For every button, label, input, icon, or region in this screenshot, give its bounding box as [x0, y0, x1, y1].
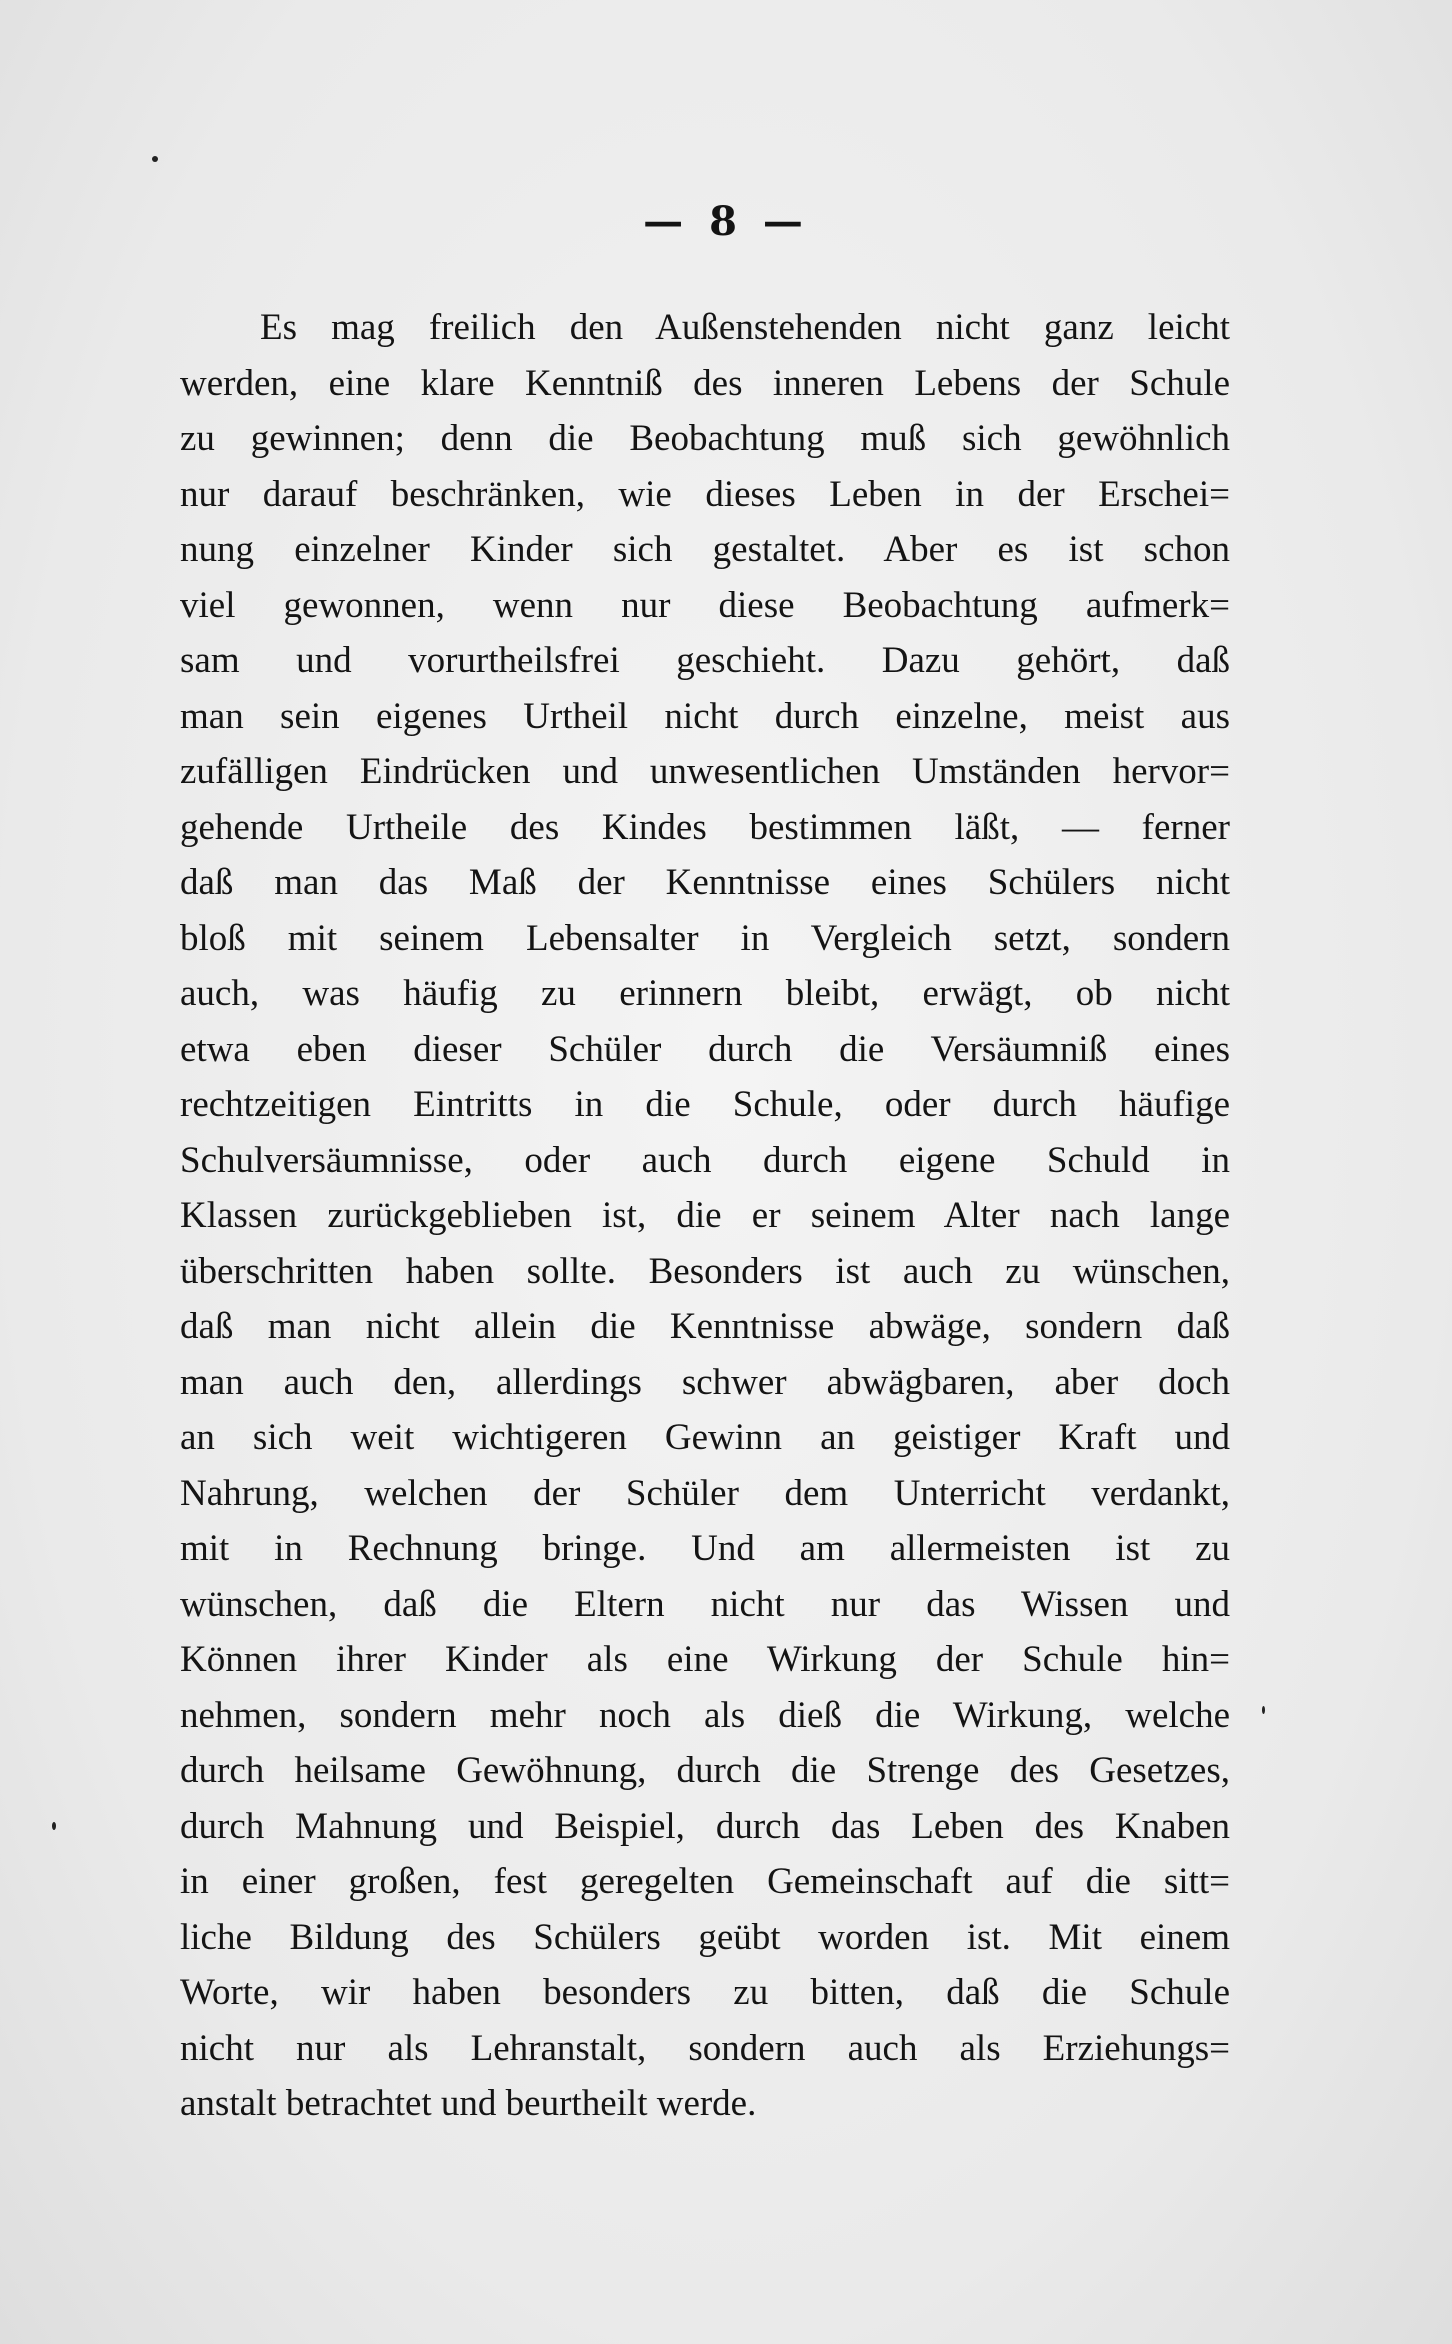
text-line: Schulversäumnisse, oder auch durch eigene Schuld in — [180, 1139, 1230, 1181]
text-line: liche Bildung des Schülers geübt worden ist. Mit einem — [180, 1916, 1230, 1958]
text-line: durch heilsame Gewöhnung, durch die Strenge des Gesetzes, — [180, 1750, 1230, 1791]
text-line: Klassen zurückgeblieben ist, die er seinem Alter nach lange — [180, 1195, 1230, 1236]
text-line: anstalt betrachtet und beurtheilt werde. — [180, 2083, 757, 2124]
text-line: an sich weit wichtigeren Gewinn an geistiger Kraft und — [180, 1417, 1230, 1458]
print-speck — [152, 156, 158, 162]
text-line: daß man das Maß der Kenntnisse eines Schülers nicht — [180, 862, 1230, 903]
text-line: man auch den, allerdings schwer abwägbaren, aber doch — [180, 1361, 1230, 1403]
text-line: Es mag freilich den Außenstehenden nicht ganz leicht — [260, 307, 1230, 348]
text-line: mit in Rechnung bringe. Und am allermeisten ist zu — [180, 1528, 1230, 1569]
body-paragraph — [180, 300, 1230, 2132]
text-line: zufälligen Eindrücken und unwesentlichen Umständen hervor= — [180, 751, 1230, 792]
text-line: überschritten haben sollte. Besonders ist auch zu wünschen, — [180, 1250, 1230, 1292]
text-line: rechtzeitigen Eintritts in die Schule, oder durch häufige — [180, 1084, 1230, 1125]
text-line: Worte, wir haben besonders zu bitten, daß die Schule — [180, 1972, 1230, 2013]
text-line: auch, was häufig zu erinnern bleibt, erwägt, ob nicht — [180, 973, 1230, 1014]
text-line: Nahrung, welchen der Schüler dem Unterricht verdankt, — [180, 1472, 1230, 1514]
text-line: bloß mit seinem Lebensalter in Vergleich setzt, sondern — [180, 917, 1230, 959]
text-line: Können ihrer Kinder als eine Wirkung der Schule hin= — [180, 1639, 1230, 1680]
text-line: daß man nicht allein die Kenntnisse abwäge, sondern daß — [180, 1306, 1230, 1347]
text-line: nur darauf beschränken, wie dieses Leben in der Erschei= — [180, 473, 1230, 515]
text-line: zu gewinnen; denn die Beobachtung muß sich gewöhnlich — [180, 418, 1230, 459]
text-line: gehende Urtheile des Kindes bestimmen läßt, — ferner — [180, 806, 1230, 848]
text-line: viel gewonnen, wenn nur diese Beobachtung aufmerk= — [180, 584, 1230, 626]
print-speck — [52, 1822, 56, 1830]
text-line: nung einzelner Kinder sich gestaltet. Aber es ist schon — [180, 529, 1230, 570]
text-line: etwa eben dieser Schüler durch die Versäumniß eines — [180, 1028, 1230, 1070]
text-line: man sein eigenes Urtheil nicht durch einzelne, meist aus — [180, 695, 1230, 737]
text-line: werden, eine klare Kenntniß des inneren Lebens der Schule — [180, 362, 1230, 404]
text-line: in einer großen, fest geregelten Gemeinschaft auf die sitt= — [180, 1861, 1230, 1902]
print-speck — [1262, 1706, 1265, 1714]
text-line: durch Mahnung und Beispiel, durch das Leben des Knaben — [180, 1805, 1230, 1847]
text-line: sam und vorurtheilsfrei geschieht. Dazu gehört, daß — [180, 640, 1230, 681]
text-line: wünschen, daß die Eltern nicht nur das Wissen und — [180, 1583, 1230, 1625]
text-line: nicht nur als Lehranstalt, sondern auch als Erziehungs= — [180, 2027, 1230, 2069]
text-line: nehmen, sondern mehr noch als dieß die Wirkung, welche — [180, 1694, 1230, 1736]
page-number: — 8 — — [643, 198, 809, 245]
